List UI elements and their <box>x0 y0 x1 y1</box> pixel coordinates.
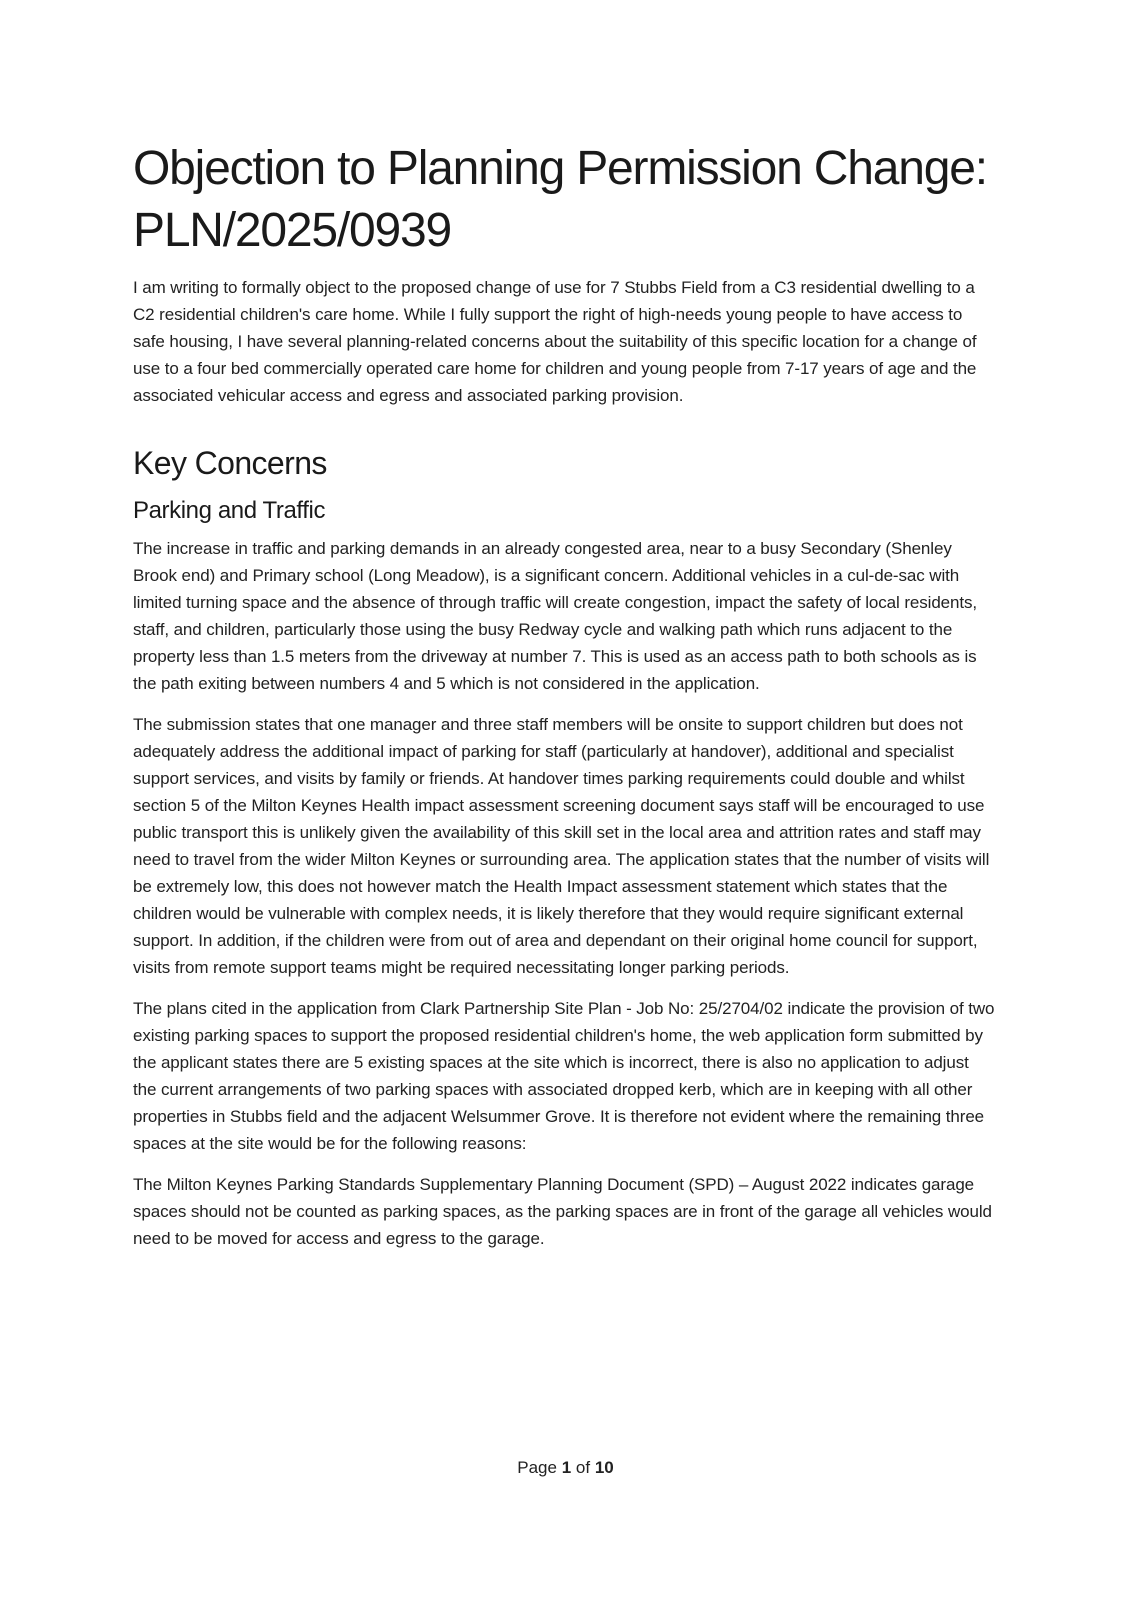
page-label: Page <box>517 1458 557 1477</box>
page-number: 1 <box>561 1458 572 1477</box>
document-body <box>133 138 995 1266</box>
key-concerns-heading: Key Concerns <box>133 445 327 481</box>
document-title: Objection to Planning Permission Change: PLN/2025/0939 <box>133 142 987 257</box>
paragraph-parking-standards: The Milton Keynes Parking Standards Supplementary Planning Document (SPD) – August 2022 indicates garage spaces should not be counted as parking spaces, as the parking spaces are in front of the garage all vehicles would need to be moved for access and egress to the garage. <box>133 1175 992 1248</box>
of-label: of <box>575 1458 591 1477</box>
parking-traffic-heading: Parking and Traffic <box>133 497 326 524</box>
paragraph-site-plan: The plans cited in the application from Clark Partnership Site Plan - Job No: 25/2704/02 indicate the provision of two existing parking spaces to support the proposed residential children's home, the web application form submitted by the applicant states there are 5 existing spaces at the site which is incorrect, there is also no application to adjust the current arrangements of two parking spaces with associated dropped kerb, which are in keeping with all other properties in Stubbs field and the adjacent Welsummer Grove. It is therefore not evident where the remaining three spaces at the site would be for the following reasons: <box>133 999 995 1153</box>
page-total: 10 <box>594 1458 614 1477</box>
page-footer <box>0 1458 1131 1478</box>
paragraph-staffing: The submission states that one manager and three staff members will be onsite to support children but does not adequately address the additional impact of parking for staff (particularly at handover), additional and specialist support services, and visits by family or friends. At handover times parking requirements could double and whilst section 5 of the Milton Keynes Health impact assessment screening document says staff will be encouraged to use public transport this is unlikely given the availability of this skill set in the local area and attrition rates and staff may need to travel from the wider Milton Keynes or surrounding area. The application states that the number of visits will be extremely low, this does not however match the Health Impact assessment statement which states that the children would be vulnerable with complex needs, it is likely therefore that they would require significant external support. In addition, if the children were from out of area and dependant on their original home council for support, visits from remote support teams might be required necessitating longer parking periods. <box>133 715 990 977</box>
paragraph-traffic: The increase in traffic and parking demands in an already congested area, near to a busy Secondary (Shenley Brook end) and Primary school (Long Meadow), is a significant concern. Additional vehicles in a cul-de-sac with limited turning space and the absence of through traffic will create congestion, impact the safety of local residents, staff, and children, particularly those using the busy Redway cycle and walking path which runs adjacent to the property less than 1.5 meters from the driveway at number 7. This is used as an access path to both schools as is the path exiting between numbers 4 and 5 which is not considered in the application. <box>133 539 978 693</box>
intro-paragraph: I am writing to formally object to the proposed change of use for 7 Stubbs Field from a C3 residential dwelling to a C2 residential children's care home. While I fully support the right of high-needs young people to have access to safe housing, I have several planning-related concerns about the suitability of this specific location for a change of use to a four bed commercially operated care home for children and young people from 7-17 years of age and the associated vehicular access and egress and associated parking provision. <box>133 278 977 405</box>
